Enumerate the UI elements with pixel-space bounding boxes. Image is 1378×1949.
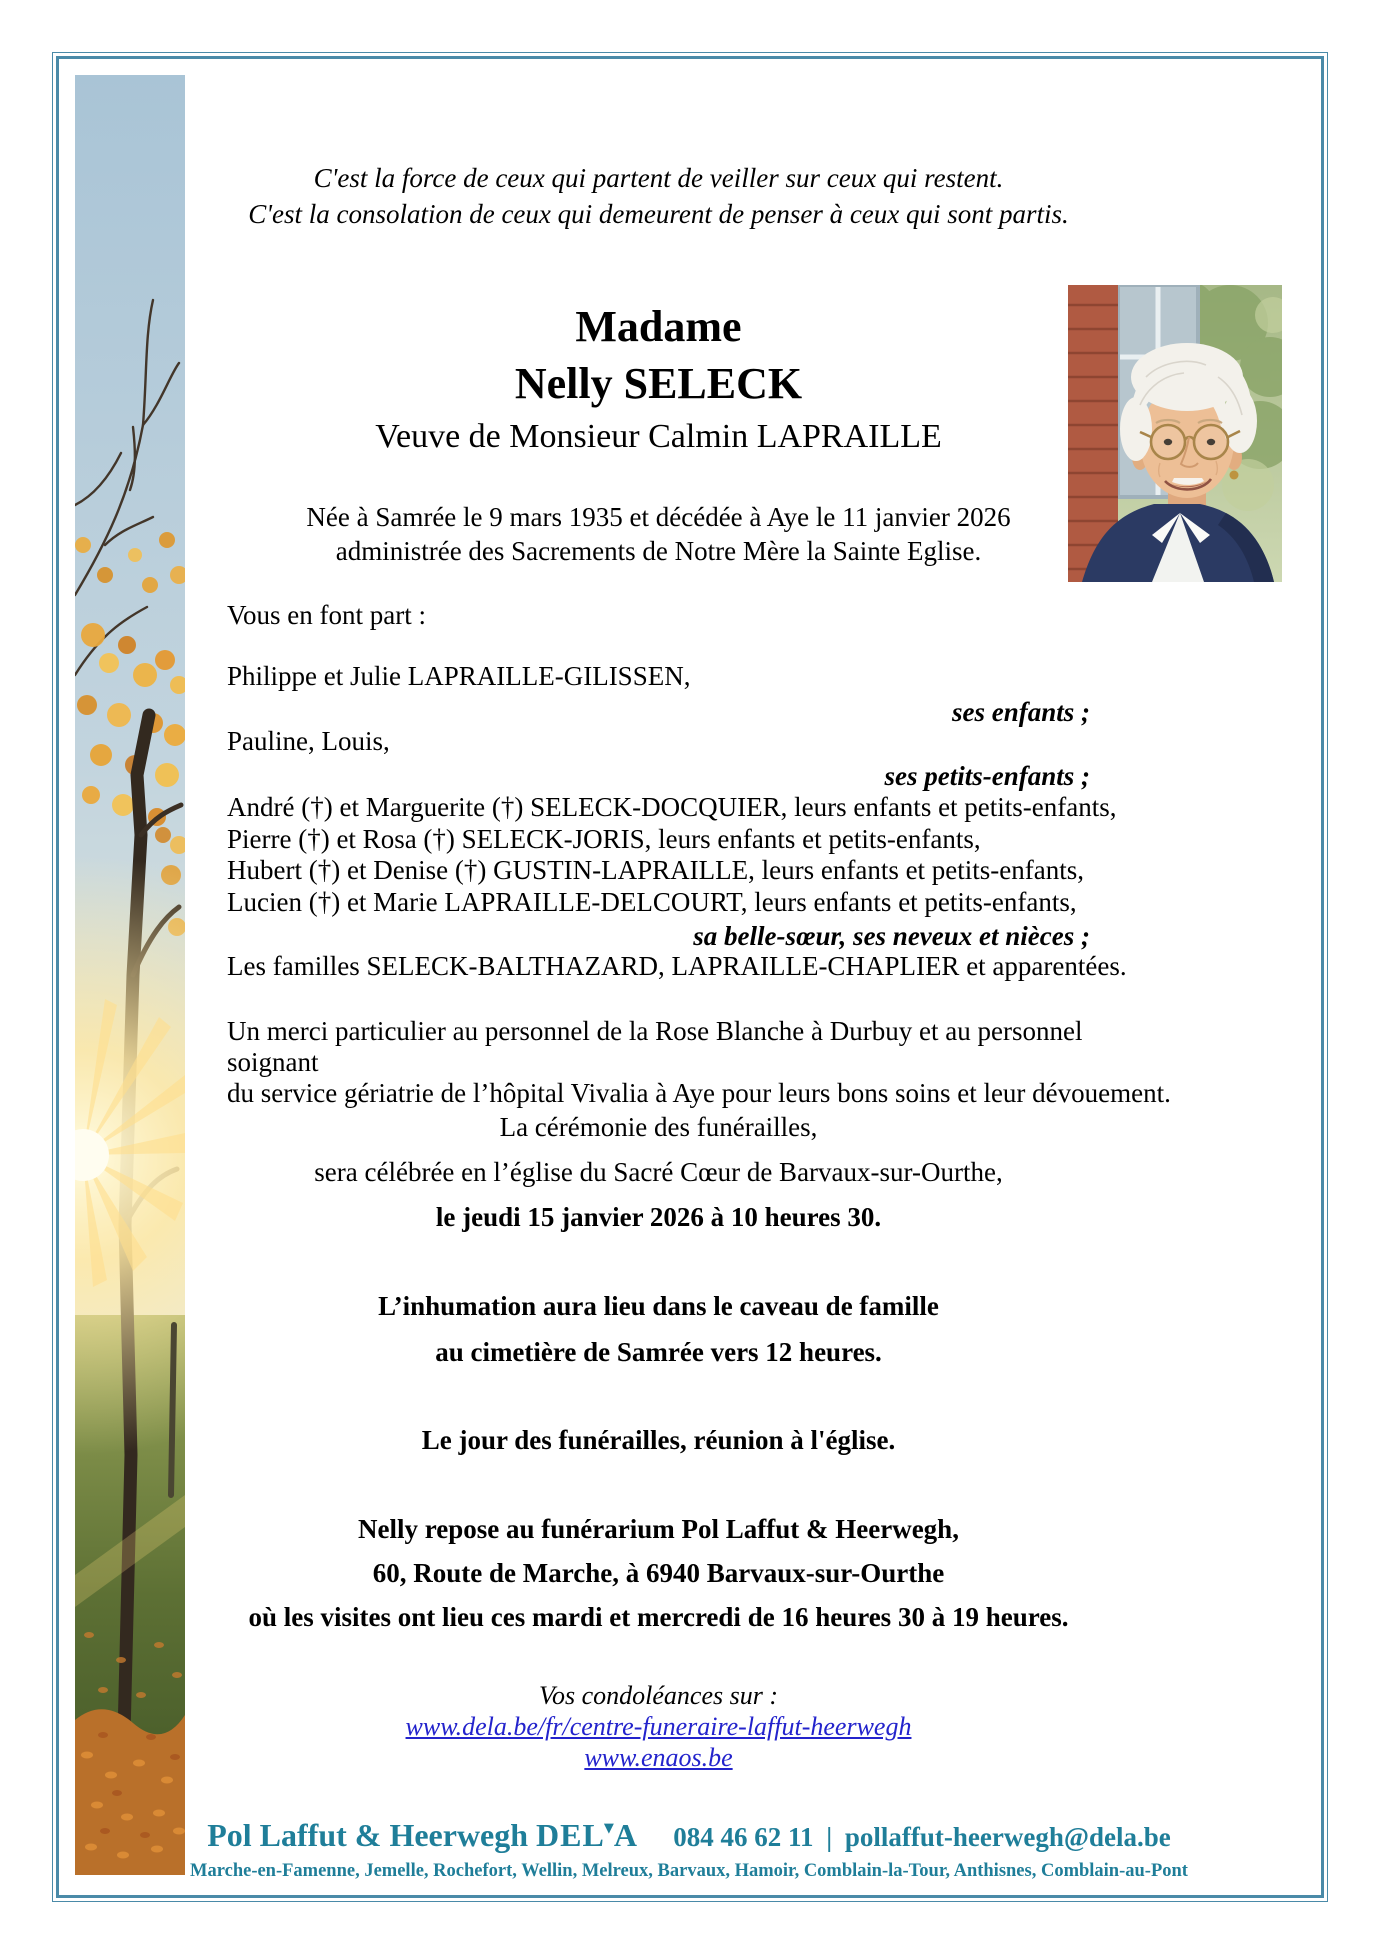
condolences-link-dela[interactable]: www.dela.be/fr/centre-funeraire-laffut-heerwegh [405,1712,912,1741]
epigraph [227,160,1090,232]
footer-phone: 084 46 62 11 [673,1822,814,1852]
title-block [227,298,1090,462]
families-line: Les familles SELECK-BALTHAZARD, LAPRAILLE-CHAPLIER et apparentées. [227,951,1127,981]
portrait-illustration [1068,285,1282,582]
footer-identity [0,1810,1378,1856]
family-relation: sa belle-sœur, ses neveux et nièces ; [693,921,1090,951]
ceremony-line-1: La cérémonie des funérailles, [499,1112,818,1142]
vitals-line-1: Née à Samrée le 9 mars 1935 et décédée à Aye le 11 janvier 2026 [306,502,1011,532]
ceremony-date: le jeudi 15 janvier 2026 à 10 heures 30. [435,1202,882,1232]
announcement-label: Vous en font part : [227,600,426,630]
ceremony-line-2: sera célébrée en l’église du Sacré Cœur de Barvaux-sur-Ourthe, [314,1157,1003,1187]
repose-line-1: Nelly repose au funérarium Pol Laffut & Heerwegh, [358,1514,959,1544]
family-line: Pauline, Louis, [227,726,390,756]
family-line: Hubert (†) et Denise (†) GUSTIN-LAPRAILLE, leurs enfants et petits-enfants, [227,855,1085,885]
ceremony-section [227,1105,1090,1240]
condolences-label: Vos condoléances sur : [538,1681,778,1710]
footer [0,1810,1378,1886]
family-line: Pierre (†) et Rosa (†) SELECK-JORIS, leurs enfants et petits-enfants, [227,823,981,854]
family-line: Lucien (†) et Marie LAPRAILLE-DELCOURT, leurs enfants et petits-enfants, [227,886,1077,917]
burial-line-1: L’inhumation aura lieu dans le caveau de famille [378,1291,939,1321]
family-relation: ses petits-enfants ; [884,761,1090,791]
epigraph-line-1: C'est la force de ceux qui partent de veiller sur ceux qui restent. [313,163,1004,193]
family-line: Philippe et Julie LAPRAILLE-GILISSEN, [227,661,691,691]
epigraph-line-2: C'est la consolation de ceux qui demeurent de penser à ceux qui sont partis. [248,199,1069,229]
condolences-section [227,1680,1090,1773]
thanks-line-1: Un merci particulier au personnel de la Rose Blanche à Durbuy et au personnel soignant [227,1016,1083,1077]
repose-section [227,1507,1090,1639]
thanks-line-2: du service gériatrie de l’hôpital Vivalia à Aye pour leurs bons soins et leur dévouement. [227,1078,1171,1108]
family-line: André (†) et Marguerite (†) SELECK-DOCQUIER, leurs enfants et petits-enfants, [227,792,1117,822]
autumn-photo-illustration [75,75,185,1875]
title-subtitle: Veuve de Monsieur Calmin LAPRAILLE [375,418,942,455]
dela-logo-prefix: DEL [536,1817,605,1853]
autumn-photo [75,75,185,1875]
burial-line-2: au cimetière de Samrée vers 12 heures. [435,1337,882,1367]
thanks-paragraph [227,1016,1178,1109]
footer-contact [673,1822,1171,1852]
vitals [227,500,1090,568]
repose-line-3: où les visites ont lieu ces mardi et mercredi de 16 heures 30 à 19 heures. [248,1602,1069,1632]
footer-email: pollaffut-heerwegh@dela.be [844,1822,1171,1852]
funeral-home-name: Pol Laffut & Heerwegh [207,1817,529,1853]
family-relation: ses enfants ; [951,697,1090,727]
family-group [227,792,1178,918]
footer-locations: Marche-en-Famenne, Jemelle, Rochefort, Wellin, Melreux, Barvaux, Hamoir, Comblain-la-Tour, Anthisnes, Comblain-au-Pont [190,1861,1188,1881]
condolences-link-enaos[interactable]: www.enaos.be [584,1743,733,1772]
title-salutation: Madame [575,302,742,351]
vitals-line-2: administrée des Sacrements de Notre Mère la Sainte Eglise. [335,536,982,566]
dela-logo-mark-icon: ▼ [603,1821,615,1836]
portrait-photo [1068,285,1282,582]
footer-separator: | [826,1822,833,1852]
dela-logo-suffix: A [613,1817,637,1853]
dela-logo [536,1817,645,1853]
burial-section [227,1283,1090,1375]
deceased-name: Nelly SELECK [514,359,803,408]
reunion-line: Le jour des funérailles, réunion à l'église. [421,1425,896,1455]
repose-line-2: 60, Route de Marche, à 6940 Barvaux-sur-Ourthe [372,1558,945,1588]
